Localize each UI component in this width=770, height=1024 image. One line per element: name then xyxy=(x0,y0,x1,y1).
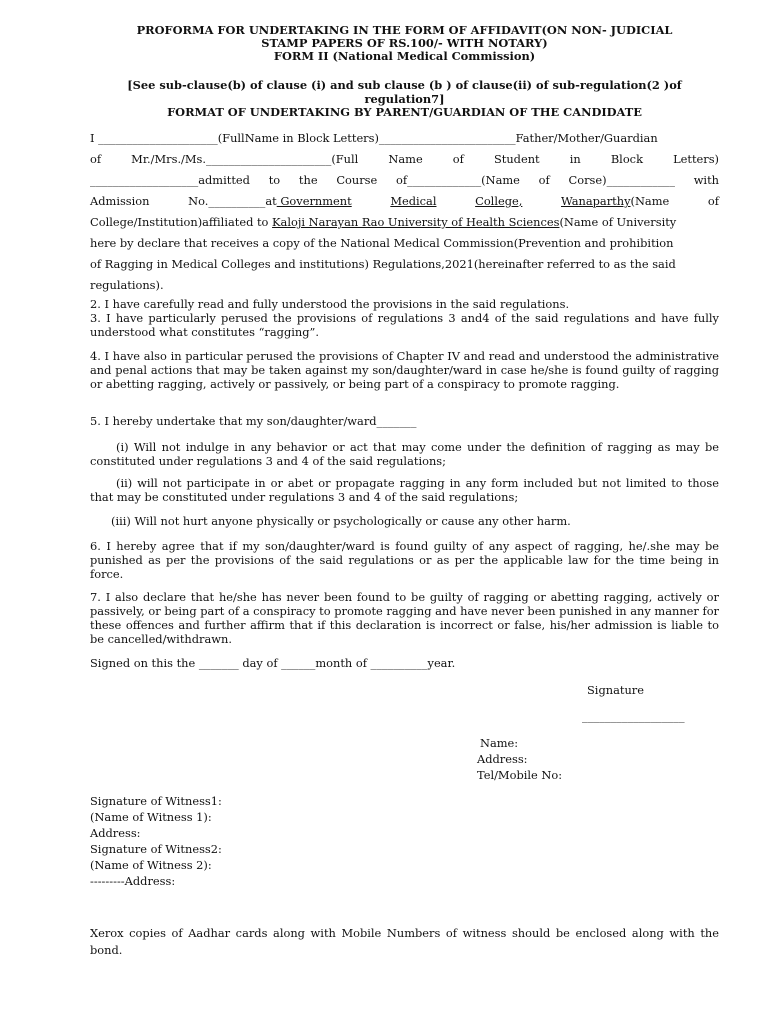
tel-label: Tel/Mobile No: xyxy=(477,768,563,782)
deponent-details xyxy=(477,735,562,783)
word: of xyxy=(538,173,550,187)
word xyxy=(561,191,669,212)
word: of xyxy=(90,152,102,166)
witness-2-name: (Name of Witness 2): xyxy=(90,858,212,872)
declaration-line-4 xyxy=(90,191,719,212)
word: College/Institution)affiliated to xyxy=(90,215,273,229)
name-label: Name: xyxy=(480,736,519,750)
word: ___________________admitted xyxy=(90,173,250,187)
declaration-line-3 xyxy=(90,170,719,191)
signature-label: Signature xyxy=(587,683,644,697)
item-7: 7. I also declare that he/she has never been found to be guilty of ragging or abetting ragging, actively or passively, or being part of a conspiracy to promote ragging and have never been punished in any manner for these offences and further affirm that if this declaration is incorrect or false, his/her admission is liable to be cancelled/withdrawn. xyxy=(90,590,719,646)
witness-1-name: (Name of Witness 1): xyxy=(90,810,212,824)
college-type: Government xyxy=(276,194,352,208)
word xyxy=(188,191,352,212)
witness-1-address: Address: xyxy=(90,826,141,840)
word: College, xyxy=(475,194,523,208)
item-5-iii: (iii) Will not hurt anyone physically or psychologically or cause any other harm. xyxy=(111,514,571,528)
word: to xyxy=(268,173,281,187)
header-line-3: FORM II (National Medical Commission) xyxy=(273,49,536,63)
word: (Name xyxy=(630,194,670,208)
word: of xyxy=(452,152,464,166)
signature-line: __________________ xyxy=(582,709,685,723)
word: Block xyxy=(610,152,643,166)
word: Letters) xyxy=(673,152,719,166)
word: Course xyxy=(336,173,378,187)
declaration-line-8: regulations). xyxy=(90,278,164,292)
college-location: Wanaparthy xyxy=(561,194,631,208)
declaration-line-5 xyxy=(90,212,719,233)
item-4: 4. I have also in particular perused the provisions of Chapter IV and read and understood the administrative and penal actions that may be taken against my son/daughter/ward in case he/she is found guilty of ragging or abetting ragging, actively or passively, or being part of a conspiracy to promote ragging. xyxy=(90,349,719,391)
declaration-line-1: I _____________________(FullName in Block Letters)________________________Father/Mother/Guardian xyxy=(90,131,658,145)
header-line-1: PROFORMA FOR UNDERTAKING IN THE FORM OF AFFIDAVIT(ON NON- JUDICIAL xyxy=(136,23,673,37)
item-5-i: (i) Will not indulge in any behavior or act that may come under the definition of ragging as may be constituted under regulations 3 and 4 of the said regulations; xyxy=(90,440,719,468)
declaration-paragraph xyxy=(90,128,719,296)
admission-number: No.__________at xyxy=(188,194,277,208)
document-header xyxy=(90,24,719,63)
declaration-line-6: here by declare that receives a copy of the National Medical Commission(Prevention and prohibition xyxy=(90,236,674,250)
witness-2-signature: Signature of Witness2: xyxy=(90,842,222,856)
word: Name xyxy=(388,152,423,166)
word: Medical xyxy=(390,194,437,208)
word: Mr./Mrs./Ms.______________________(Full xyxy=(131,152,359,166)
item-5-ii: (ii) will not participate in or abet or propagate ragging in any form included but not limited to those that may be constituted under regulations 3 and 4 of the said regulations; xyxy=(90,476,719,504)
word: Admission xyxy=(90,194,150,208)
declaration-line-7: of Ragging in Medical Colleges and institutions) Regulations,2021(hereinafter referred to as the said xyxy=(90,257,676,271)
word: of_____________(Name xyxy=(396,173,520,187)
word: Corse)____________ xyxy=(568,173,675,187)
item-6: 6. I hereby agree that if my son/daughter/ward is found guilty of any aspect of ragging, he/.she may be punished as per the provisions of the said regulations or as per the applicable law for the time being in force. xyxy=(90,539,719,581)
format-title: FORMAT OF UNDERTAKING BY PARENT/GUARDIAN OF THE CANDIDATE xyxy=(167,105,642,119)
item-3: 3. I have particularly perused the provisions of regulations 3 and4 of the said regulations and have fully understood what constitutes “ragging”. xyxy=(90,311,719,339)
subclause-reference: [See sub-clause(b) of clause (i) and sub clause (b ) of clause(ii) of sub-regulation(2 )of regulation7] xyxy=(127,78,682,106)
witness-block xyxy=(90,793,719,889)
witness-2-address: ---------Address: xyxy=(90,874,176,888)
word: in xyxy=(569,152,581,166)
word: the xyxy=(298,173,318,187)
witness-1-signature: Signature of Witness1: xyxy=(90,794,222,808)
word: with xyxy=(693,173,719,187)
item-5: 5. I hereby undertake that my son/daughter/ward_______ xyxy=(90,414,417,428)
item-2: 2. I have carefully read and fully understood the provisions in the said regulations. xyxy=(90,297,570,311)
word: of xyxy=(707,194,719,208)
word: (Name of University xyxy=(559,215,677,229)
signed-on-line: Signed on this the _______ day of ______month of __________year. xyxy=(90,656,456,670)
declaration-line-2 xyxy=(90,149,719,170)
university-name: Kaloji Narayan Rao University of Health Sciences xyxy=(272,215,560,229)
address-label: Address: xyxy=(477,752,528,766)
header-line-2: STAMP PAPERS OF RS.100/- WITH NOTARY) xyxy=(261,36,548,50)
word: Student xyxy=(493,152,540,166)
footer-note: Xerox copies of Aadhar cards along with Mobile Numbers of witness should be enclosed along with the bond. xyxy=(90,926,719,957)
